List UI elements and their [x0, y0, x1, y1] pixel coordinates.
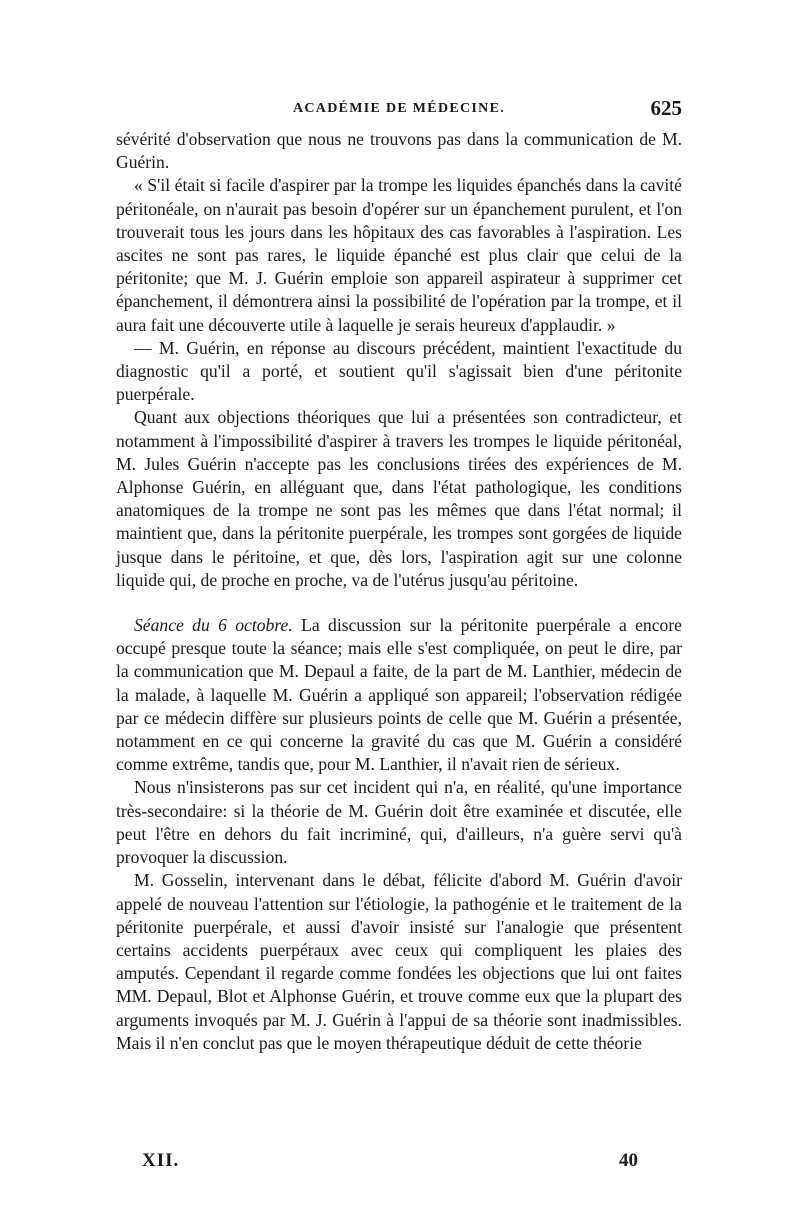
signature-mark: XII. [142, 1150, 180, 1171]
running-title: ACADÉMIE DE MÉDECINE. [292, 101, 506, 116]
signature-number: 40 [619, 1150, 638, 1171]
paragraph-objections: Quant aux objections théoriques que lui a présentées son contradicteur, et notamment à l'impossibilité d'aspirer à travers les trompes le liquide péritonéal, M. Jules Guérin n'accepte pas les conclusions tirées des expériences de M. Alphonse Guérin, en alléguant que, dans l'état pathologique, les conditions anatomiques de la trompe ne sont pas les mêmes que dans l'état normal; il maintient que, dans la péritonite puerpérale, les trompes sont gorgées de liquide jusque dans le péritoine, et que, dès lors, l'aspiration agit sur une colonne liquide qui, de proche en proche, va de l'utérus jusqu'au péritoine. [116, 407, 682, 590]
page-footer [116, 1150, 682, 1176]
paragraph-gosselin: M. Gosselin, intervenant dans le débat, félicite d'abord M. Guérin d'avoir appelé de nouveau l'attention sur l'étiologie, la pathogénie et le traitement de la péritonite puerpérale, et aussi d'avoir insisté sur l'analogie que présentent certains accidents puerpéraux avec ceux qui compliquent les plaies des amputés. Cependant il regarde comme fondées les objections que lui ont faites MM. Depaul, Blot et Alphonse Guérin, et trouve comme eux que la plupart des arguments invoqués par M. J. Guérin à l'appui de sa théorie sont inadmissibles. Mais il n'en conclut pas que le moyen thérapeutique déduit de cette théorie [116, 870, 682, 1053]
paragraph-quote: « S'il était si facile d'aspirer par la trompe les liquides épanchés dans la cavité péritonéale, on n'aurait pas besoin d'opérer sur un épanchement purulent, et l'on trouverait tous les jours dans les hôpitaux des cas favorables à l'aspiration. Les ascites ne sont pas rares, le liquide épanché est plus clair que celui de la péritonite; que M. J. Guérin emploie son appareil aspirateur à supprimer cet épanchement, il démontrera ainsi la possibilité de l'opération par la trompe, et il aura fait une découverte utile à laquelle je serais heureux d'applaudir. » [116, 175, 682, 335]
paragraph-reply: — M. Guérin, en réponse au discours précédent, maintient l'exactitude du diagnostic qu'il a porté, et soutient qu'il s'agissait bien d'une péritonite puerpérale. [116, 337, 682, 405]
running-head [116, 96, 682, 120]
paragraph-session [116, 614, 682, 776]
body-text [116, 128, 682, 1055]
session-text: La discussion sur la péritonite puerpérale a encore occupé presque toute la séance; mais elle s'est compliquée, on peut le dire, par la communication que M. Depaul a faite, de la part de M. Lanthier, médecin de la malade, à laquelle M. Guérin a appliqué son appareil; l'observation rédigée par ce médecin diffère sur plusieurs points de celle que M. Guérin a présentée, notamment en ce qui concerne la gravité du cas que M. Guérin a considéré comme extrême, tandis que, pour M. Lanthier, il n'avait rien de sérieux. [116, 615, 682, 775]
paragraph-continuation: sévérité d'observation que nous ne trouvons pas dans la communication de M. Guérin. [116, 129, 682, 173]
page-number: 625 [650, 96, 682, 120]
session-label: Séance du 6 octobre. [134, 615, 293, 636]
paragraph-incident: Nous n'insisterons pas sur cet incident qui n'a, en réalité, qu'une importance très-secondaire: si la théorie de M. Guérin doit être examinée et discutée, elle peut l'être en dehors du fait incriminé, qui, d'ailleurs, n'a guère servi qu'à provoquer la discussion. [116, 777, 682, 868]
